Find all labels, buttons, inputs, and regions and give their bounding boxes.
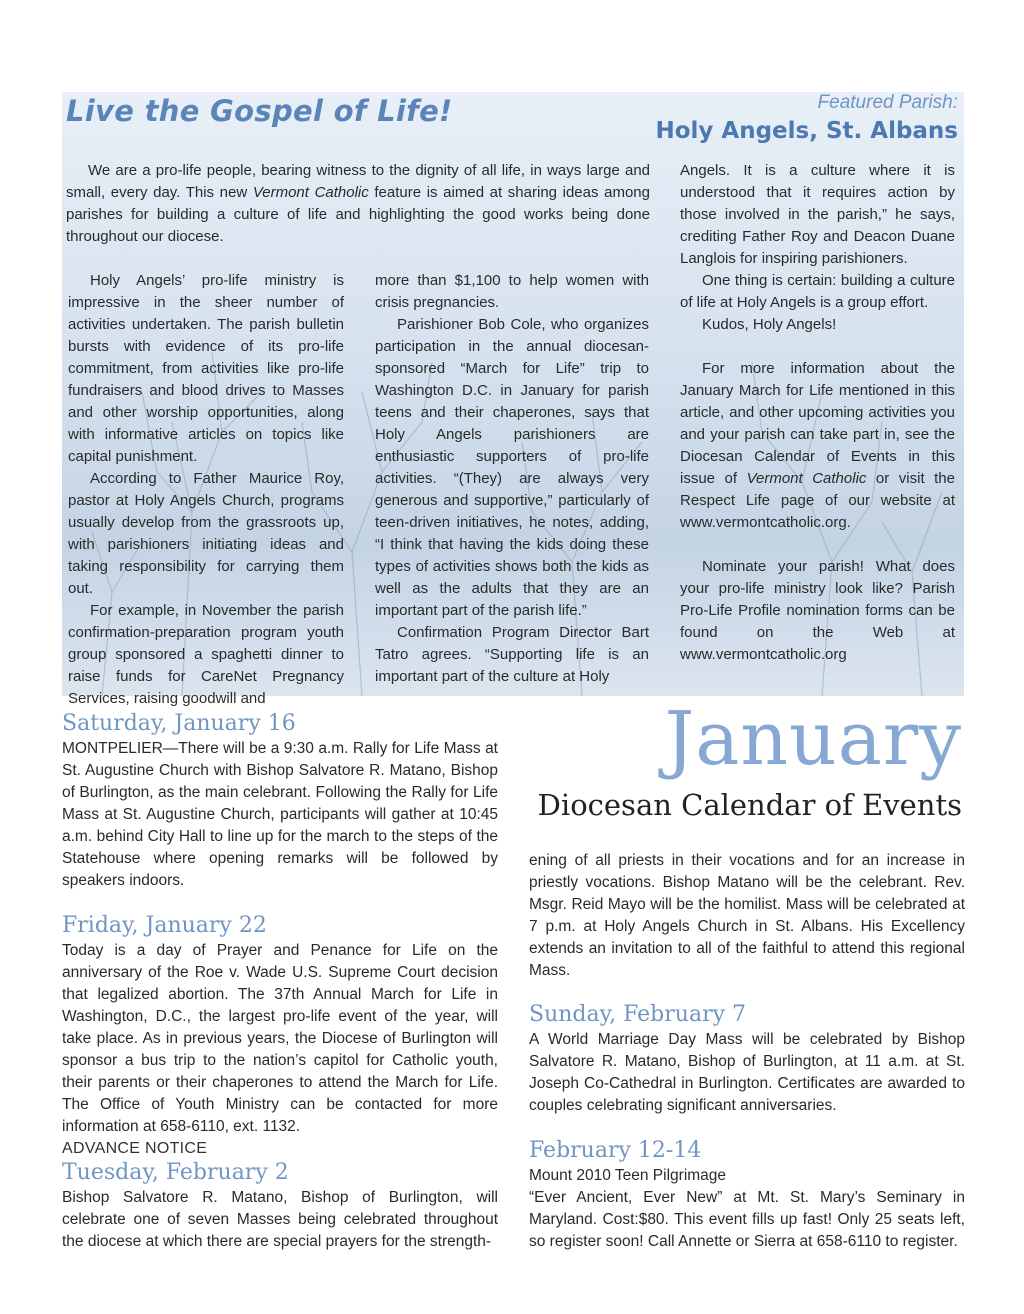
event-date: Saturday, January 16 <box>62 711 296 736</box>
event-text: Bishop Salvatore R. Matano, Bishop of Burlington, will celebrate one of seven Masses being celebrated throughout the diocese at which there are special prayers for the strength- <box>62 1189 498 1250</box>
calendar-month: January <box>664 696 962 782</box>
event-text: “Ever Ancient, Ever New” at Mt. St. Mary’s Seminary in Maryland. Cost:$80. This event fills up fast! Only 25 seats left, so register soon! Call Annette or Sierra at 658-6110 to register. <box>529 1189 965 1250</box>
paragraph: For example, in November the parish confirmation-preparation program youth group sponsored a spaghetti dinner to raise funds for CareNet Pregnancy Services, raising goodwill and <box>68 602 344 707</box>
event-saturday-jan-16 <box>62 710 498 892</box>
event-sunday-feb-7 <box>529 1001 965 1117</box>
event-text: A World Marriage Day Mass will be celebrated by Bishop Salvatore R. Matano, Bishop of Burlington, at 11 a.m. at St. Joseph Co-Cathedral in Burlington. Certificates are awarded to couples celebrating significant anniversaries. <box>529 1031 965 1114</box>
paragraph: One thing is certain: building a culture of life at Holy Angels is a group effort. <box>680 272 955 311</box>
event-tuesday-feb-2-continued <box>529 850 965 982</box>
featured-parish-label: Featured Parish: <box>817 92 958 113</box>
event-text: ening of all priests in their vocations and for an increase in priestly vocations. Bishop Matano will be the celebrant. Rev. Msgr. Reid Mayo will be the homilist. Mass will be celebrated at 7 p.m. at Holy Angels Church in St. Albans. His Excellency extends an invitation to all of the faithful to attend this regional Mass. <box>529 852 965 979</box>
feature-column-2 <box>375 270 649 688</box>
event-feb-12-14 <box>529 1137 965 1253</box>
feature-column-1 <box>68 270 344 710</box>
event-date: Sunday, February 7 <box>529 1002 747 1027</box>
paragraph: Holy Angels’ pro-life ministry is impressive in the sheer number of activities undertaken. The parish bulletin bursts with evidence of its pro-life commitment, from activities like pro-life fundraisers and blood drives to Masses and other worship opportunities, along with informative articles on topics like capital punishment. <box>68 272 344 465</box>
event-subtitle: Mount 2010 Teen Pilgrimage <box>529 1167 727 1184</box>
paragraph: more than $1,100 to help women with crisis pregnancies. <box>375 272 649 311</box>
event-friday-jan-22 <box>62 912 498 1138</box>
event-text: Today is a day of Prayer and Penance for Life on the anniversary of the Roe v. Wade U.S. Supreme Court decision that legalized abortion. The 37th Annual March for Life in Washington, D.C., the largest pro-life event of the year, will take place. As in previous years, the Diocese of Burlington will sponsor a bus trip to the nation’s capitol for Catholic youth, their parents or their chaperones to attend the March for Life. The Office of Youth Ministry can be contacted for more information at 658-6110, ext. 1132. <box>62 942 498 1135</box>
feature-column-3 <box>680 160 955 666</box>
event-date: Friday, January 22 <box>62 913 267 938</box>
event-tuesday-feb-2 <box>62 1139 498 1253</box>
feature-title: Live the Gospel of Life! <box>66 94 453 128</box>
nominate-paragraph: Nominate your parish! What does your pro-life ministry look like? Parish Pro-Life Profile nomination forms can be found on the Web at www.vermontcatholic.org <box>680 558 955 663</box>
paragraph: Angels. It is a culture where it is understood that it requires action by those involved in the parish,” he says, crediting Father Roy and Deacon Duane Langlois for inspiring parishioners. <box>680 162 955 267</box>
calendar-title: Diocesan Calendar of Events <box>537 788 962 822</box>
paragraph: Parishioner Bob Cole, who organizes participation in the annual diocesan-sponsored “March for Life” trip to Washington D.C. in January for parish teens and their chaperones, says that Holy Angels parishioners are enthusiastic supporters of pro-life activities. “(They) are always very generous and supportive,” particularly of teen-driven initiatives, he notes, adding, “I think that having the kids doing these types of activities shows both the kids as well as the adults that they are an important part of the parish life.” <box>375 316 649 619</box>
event-text: MONTPELIER—There will be a 9:30 a.m. Rally for Life Mass at St. Augustine Church with Bishop Salvatore R. Matano, Bishop of Burlington, as the main celebrant. Following the Rally for Life Mass at St. Augustine Church, participants will gather at 10:45 a.m. behind City Hall to line up for the march to the steps of the Statehouse where opening remarks will be followed by speakers indoors. <box>62 740 498 889</box>
paragraph: Kudos, Holy Angels! <box>702 316 837 333</box>
paragraph: According to Father Maurice Roy, pastor at Holy Angels Church, programs usually develop from the grassroots up, with parishioners initiating ideas and taking responsibility for carrying them out. <box>68 470 344 597</box>
featured-parish-name: Holy Angels, St. Albans <box>655 118 958 144</box>
event-date: February 12-14 <box>529 1138 702 1163</box>
paragraph: Confirmation Program Director Bart Tatro agrees. “Supporting life is an important part of the culture at Holy <box>375 624 649 685</box>
more-info-paragraph: For more information about the January March for Life mentioned in this article, and other upcoming activities you and your parish can take part in, see the Diocesan Calendar of Events in this issue of Vermont Catholic or visit the Respect Life page of our website at www.vermontcatholic.org. <box>680 360 955 531</box>
advance-notice-label: ADVANCE NOTICE <box>62 1140 208 1157</box>
feature-intro: We are a pro-life people, bearing witness to the dignity of all life, in ways large and small, every day. This new Vermont Catholic feature is aimed at sharing ideas among parishes for building a culture of life and highlighting the good works being done throughout our diocese. <box>66 162 650 245</box>
event-date: Tuesday, February 2 <box>62 1160 289 1185</box>
